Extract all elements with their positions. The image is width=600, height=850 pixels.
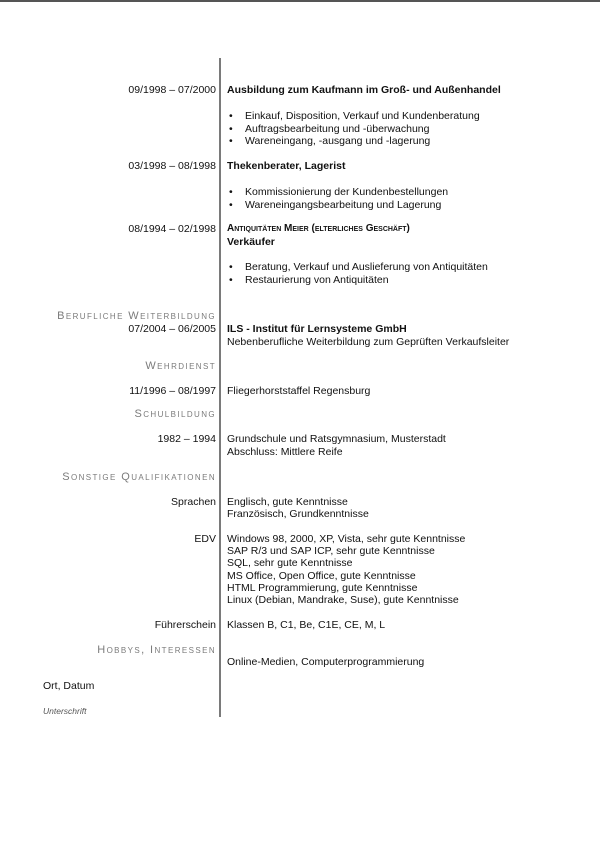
qualification-line: SAP R/3 und SAP ICP, sehr gute Kenntnisse — [227, 545, 435, 557]
entry-date: 08/1994 – 02/1998 — [128, 223, 216, 235]
bullet-item: • Kommissionierung der Kundenbestellungen — [227, 186, 448, 199]
entry-date: 1982 – 1994 — [157, 433, 216, 445]
section-heading-weiterbildung: Berufliche Weiterbildung — [57, 310, 216, 322]
bullet-item: • Einkauf, Disposition, Verkauf und Kundenberatung — [227, 110, 480, 123]
entry-description: Nebenberufliche Weiterbildung zum Geprüften Verkaufsleiter — [227, 336, 510, 348]
entry-date: 09/1998 – 07/2000 — [128, 84, 216, 96]
section-heading-schulbildung: Schulbildung — [134, 408, 216, 420]
bullet-item: • Wareneingangsbearbeitung und Lagerung — [227, 199, 448, 212]
bullet-item: • Restaurierung von Antiquitäten — [227, 274, 488, 287]
entry-title: Thekenberater, Lagerist — [227, 160, 346, 172]
qualification-line: Klassen B, C1, Be, C1E, CE, M, L — [227, 619, 386, 631]
signature-label: Unterschrift — [43, 706, 87, 716]
qualification-line: MS Office, Open Office, gute Kenntnisse — [227, 570, 416, 582]
qualification-label: Sprachen — [171, 496, 216, 508]
entry-text: Abschluss: Mittlere Reife — [227, 446, 343, 458]
qualification-label: EDV — [194, 533, 216, 545]
top-border — [0, 0, 600, 2]
entry-text: Grundschule und Ratsgymnasium, Musterstadt — [227, 433, 446, 445]
section-heading-wehrdienst: Wehrdienst — [145, 360, 216, 372]
entry-title: Ausbildung zum Kaufmann im Groß- und Außenhandel — [227, 84, 501, 96]
bullet-item: • Wareneingang, -ausgang und -lagerung — [227, 135, 480, 148]
section-heading-qualifikationen: Sonstige Qualifikationen — [62, 471, 216, 483]
qualification-line: HTML Programmierung, gute Kenntnisse — [227, 582, 418, 594]
bullet-item: • Auftragsbearbeitung und -überwachung — [227, 123, 480, 136]
place-date-label: Ort, Datum — [43, 680, 95, 692]
hobbys-text: Online-Medien, Computerprogrammierung — [227, 656, 425, 668]
qualification-line: Windows 98, 2000, XP, Vista, sehr gute Kenntnisse — [227, 533, 466, 545]
entry-bullets — [227, 261, 488, 286]
entry-date: 11/1996 – 08/1997 — [129, 385, 216, 397]
entry-title: Verkäufer — [227, 236, 275, 248]
entry-date: 03/1998 – 08/1998 — [128, 160, 216, 172]
entry-title: ILS - Institut für Lernsysteme GmbH — [227, 323, 407, 335]
section-heading-hobbys: Hobbys, Interessen — [97, 644, 216, 656]
qualification-line: SQL, sehr gute Kenntnisse — [227, 557, 353, 569]
entry-company: Antiquitäten Meier (elterliches Geschäft) — [227, 223, 410, 234]
column-divider — [219, 58, 221, 717]
qualification-line: Französisch, Grundkenntnisse — [227, 508, 369, 520]
bullet-item: • Beratung, Verkauf und Auslieferung von Antiquitäten — [227, 261, 488, 274]
entry-text: Fliegerhorststaffel Regensburg — [227, 385, 371, 397]
qualification-line: Linux (Debian, Mandrake, Suse), gute Kenntnisse — [227, 594, 459, 606]
entry-bullets — [227, 110, 480, 148]
qualification-line: Englisch, gute Kenntnisse — [227, 496, 348, 508]
entry-date: 07/2004 – 06/2005 — [128, 323, 216, 335]
entry-bullets — [227, 186, 448, 211]
qualification-label: Führerschein — [154, 619, 216, 631]
